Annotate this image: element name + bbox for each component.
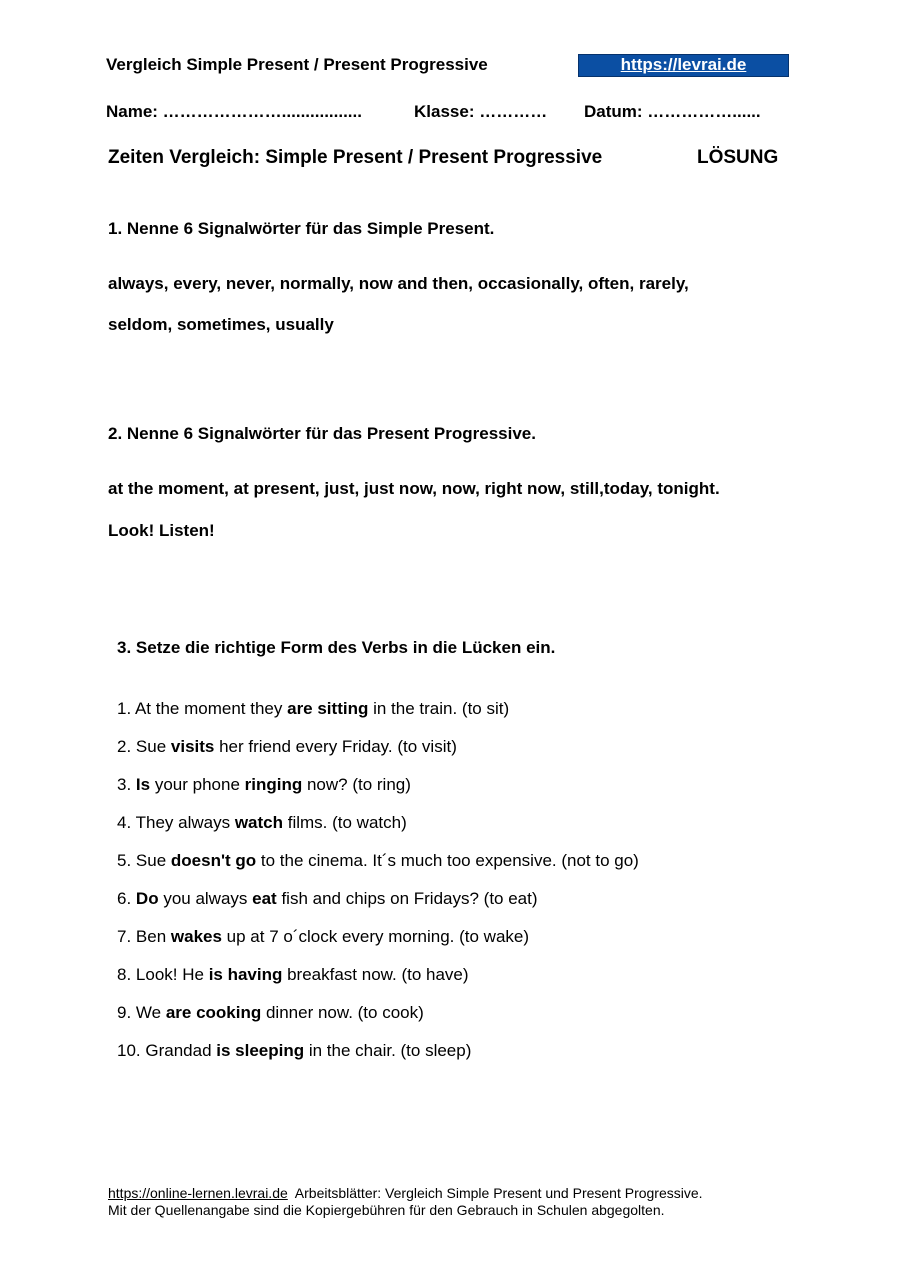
exercise-item: 9. We are cooking dinner now. (to cook) [117, 1003, 424, 1022]
task2-answer-line2: Look! Listen! [108, 521, 215, 540]
task2-answer-line1: at the moment, at present, just, just now, now, right now, still,today, tonight. [108, 479, 720, 498]
solution-label: LÖSUNG [697, 147, 779, 168]
footer-line1-text: Arbeitsblätter: Vergleich Simple Present und Present Progressive. [287, 1185, 703, 1201]
exercise-item: 1. At the moment they are sitting in the train. (to sit) [117, 699, 510, 718]
exercise-item: 6. Do you always eat fish and chips on Fridays? (to eat) [117, 889, 538, 908]
task1-answer-line2: seldom, sometimes, usually [108, 315, 334, 334]
footer-line1 [108, 1185, 703, 1201]
exercise-item: 4. They always watch films. (to watch) [117, 813, 407, 832]
class-field: Klasse: ………… [414, 102, 548, 121]
exercise-item: 7. Ben wakes up at 7 o´clock every morning. (to wake) [117, 927, 530, 946]
footer-line2: Mit der Quellenangabe sind die Kopiergebühren für den Gebrauch in Schulen abgegolten. [108, 1202, 665, 1218]
task2-question: 2. Nenne 6 Signalwörter für das Present Progressive. [108, 424, 536, 443]
exercise-item: 8. Look! He is having breakfast now. (to have) [117, 965, 469, 984]
name-field: Name: …………………................. [106, 102, 362, 121]
exercise-item: 10. Grandad is sleeping in the chair. (to sleep) [117, 1041, 472, 1060]
task1-answer-line1: always, every, never, normally, now and then, occasionally, often, rarely, [108, 274, 689, 293]
page-title: Zeiten Vergleich: Simple Present / Present Progressive [108, 147, 603, 168]
exercise-item: 3. Is your phone ringing now? (to ring) [117, 775, 411, 794]
worksheet-header-title: Vergleich Simple Present / Present Progressive [106, 55, 488, 74]
date-field: Datum: ……………...... [584, 102, 761, 121]
footer-link[interactable]: https://online-lernen.levrai.de [108, 1185, 288, 1201]
exercise-item: 5. Sue doesn't go to the cinema. It´s much too expensive. (not to go) [117, 851, 639, 870]
task3-question: 3. Setze die richtige Form des Verbs in die Lücken ein. [117, 638, 556, 657]
task1-question: 1. Nenne 6 Signalwörter für das Simple Present. [108, 219, 495, 238]
exercise-item: 2. Sue visits her friend every Friday. (to visit) [117, 737, 457, 756]
header-link[interactable]: https://levrai.de [620, 55, 747, 74]
